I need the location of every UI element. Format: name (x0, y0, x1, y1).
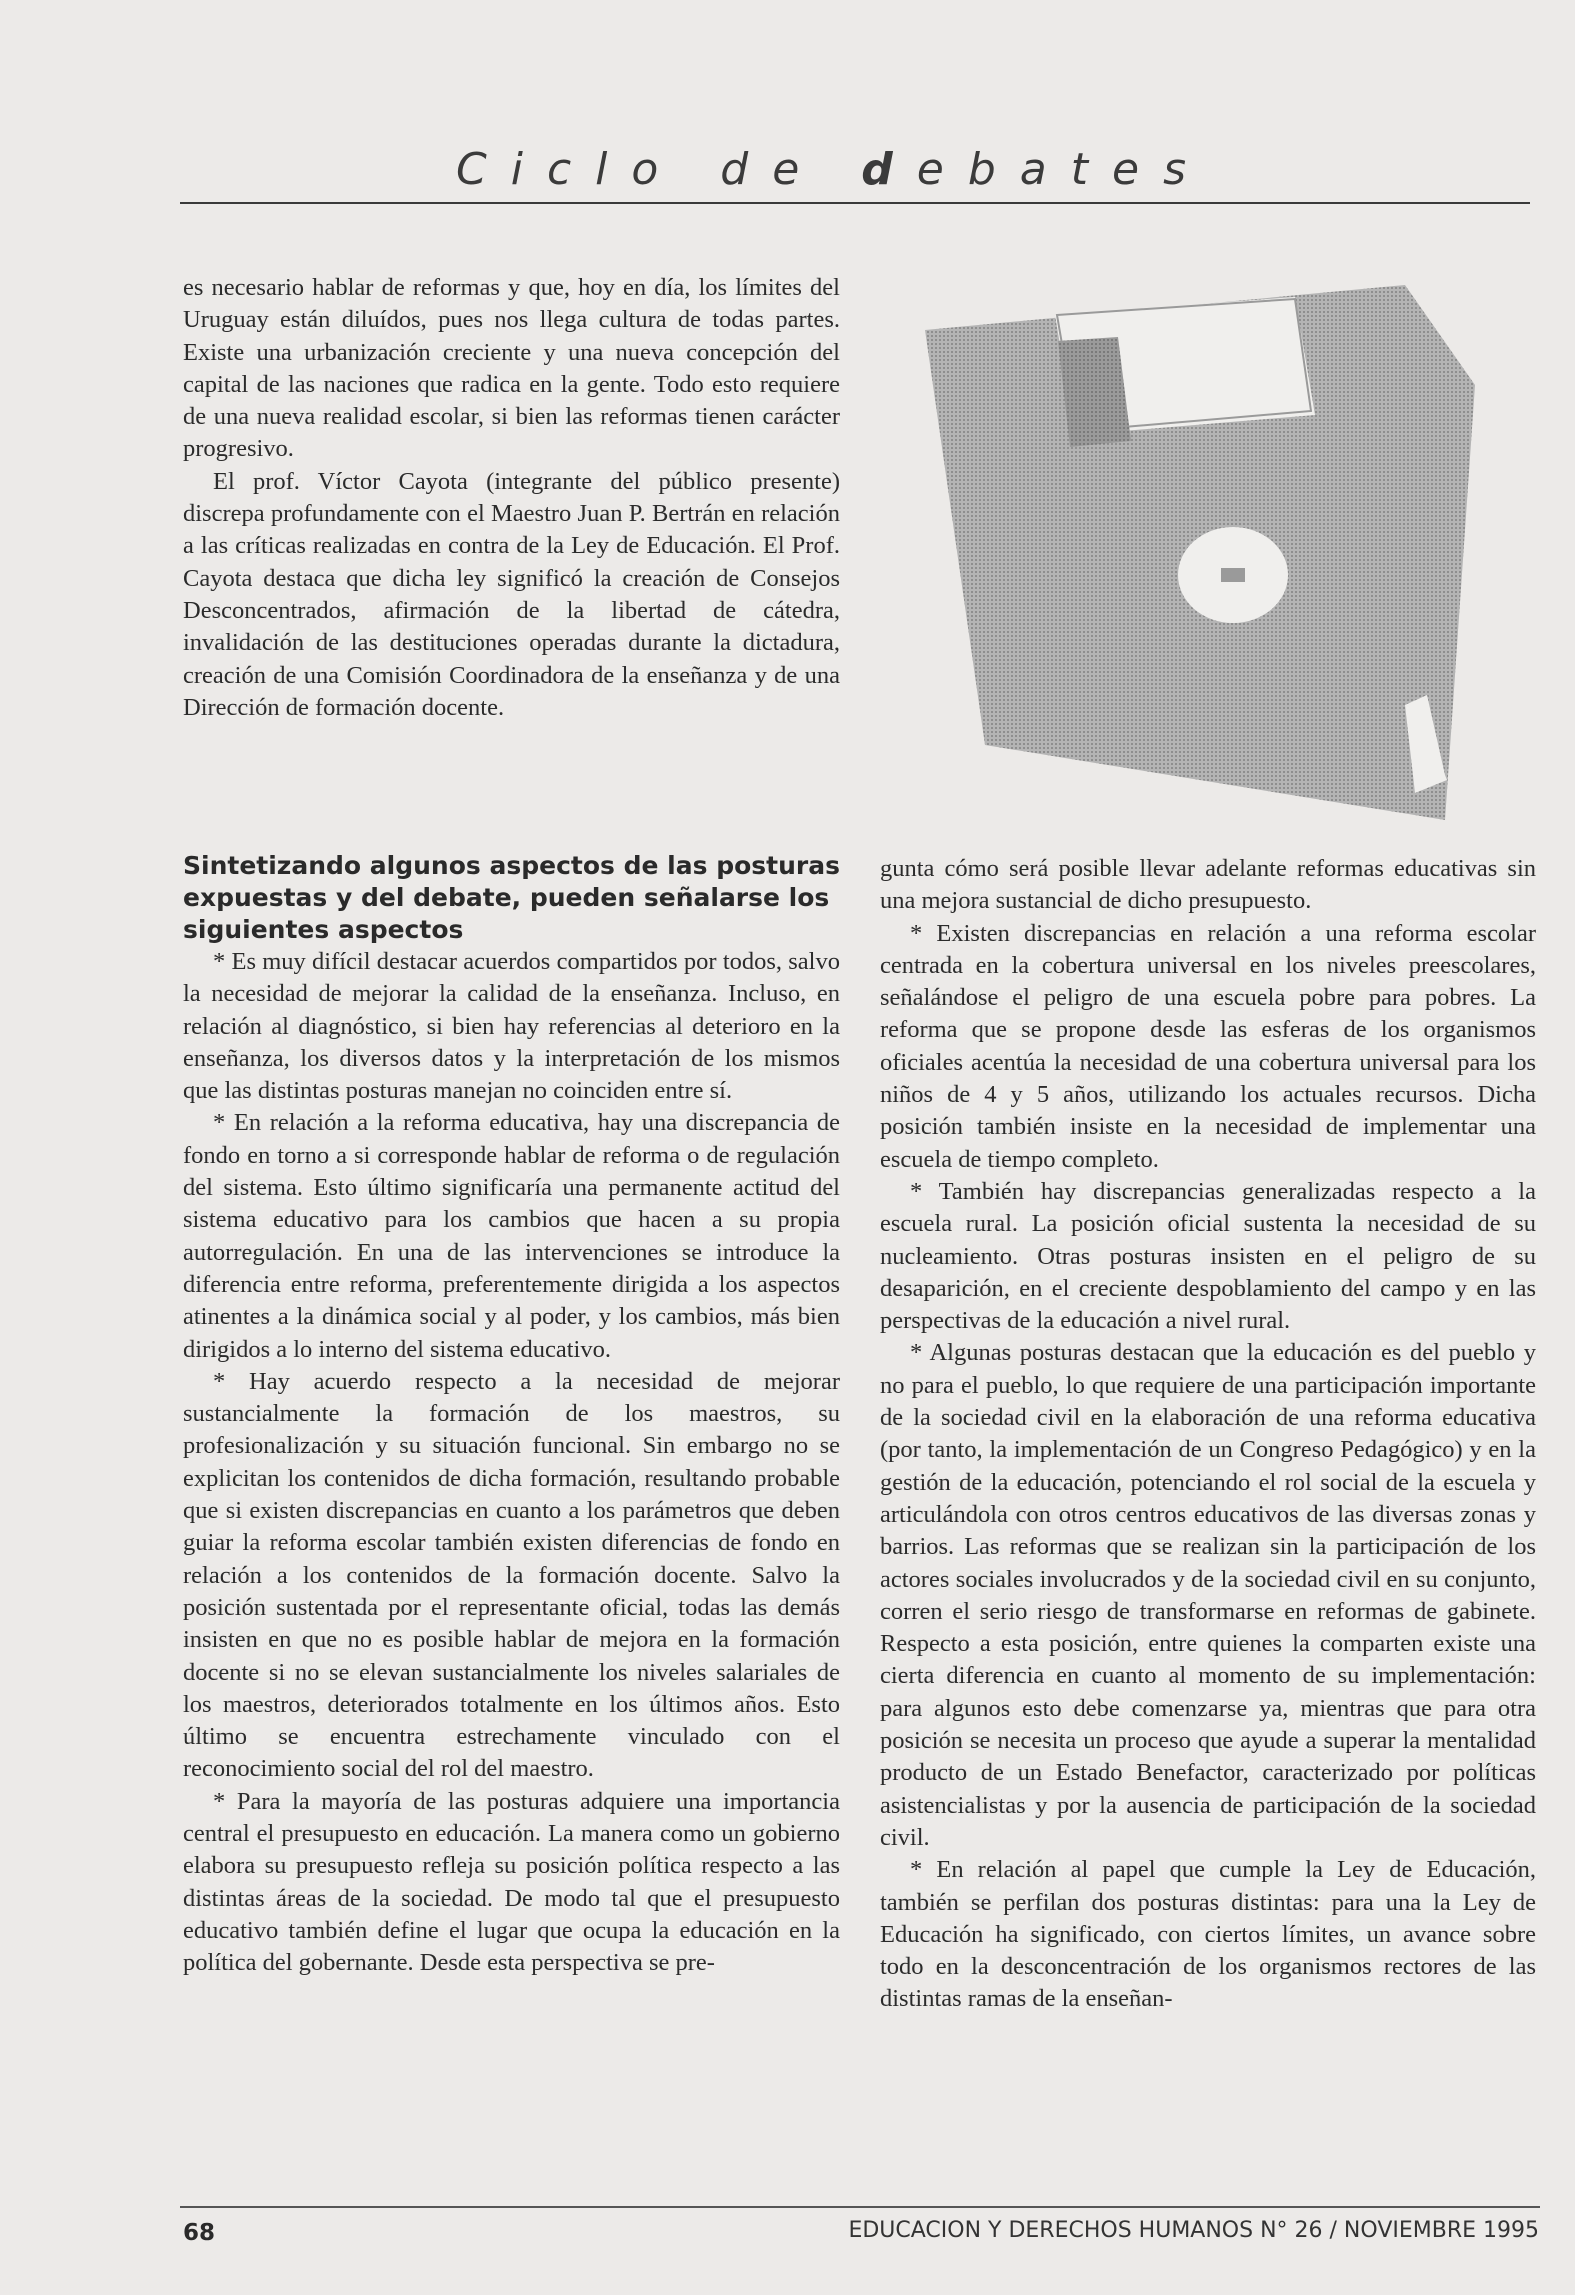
paragraph: * En relación al papel que cumple la Ley de Educación, también se perfilan dos posturas distintas: para una la Ley de Educación ha significado, con ciertos límites, un avance sobre todo en la desconcentración de los organismos rectores de las distintas ramas de la enseñan- (880, 1856, 1536, 2013)
paragraph: * Es muy difícil destacar acuerdos compartidos por todos, salvo la necesidad de mejorar la calidad de la enseñanza. Incluso, en relación al diagnóstico, si bien hay referencias al deterioro en la enseñanza, los diversos datos y la interpretación de los mismos que las distintas posturas manejan no coinciden entre sí. (183, 948, 840, 1105)
floppy-disk-icon (915, 275, 1475, 835)
left-column-bottom (183, 946, 840, 1980)
right-column (880, 853, 1536, 2016)
floppy-disk-illustration (915, 275, 1475, 835)
page-number: 68 (183, 2220, 216, 2246)
section-header (180, 140, 1530, 204)
section-title-mid: iclo de (510, 144, 862, 195)
paragraph: * Algunas posturas destacan que la educación es del pueblo y no para el pueblo, lo que requiere de una participación importante de la sociedad civil en la elaboración de una reforma educativa (por tanto, la implementación de un Congreso Pedagógico) y en la gestión de la educación, potenciando el rol social de la escuela y articulándola con otros centros educativos de las diversas zonas y barrios. Las reformas que se realizan sin la participación de los actores sociales involucrados y de la sociedad civil en su conjunto, corren el serio riesgo de transformarse en reformas de gabinete. Respecto a esta posición, entre quienes la comparten existe una cierta diferencia en cuanto al momento de su implementación: para algunos esto debe comenzarse ya, mientras que para otra posición se necesita un proceso que ayude a superar la mentalidad producto de un Estado Benefactor, caracterizado por políticas asistencialistas y por la ausencia de participación de la sociedad civil. (880, 1339, 1536, 1851)
section-title (456, 144, 1210, 195)
paragraph: * También hay discrepancias generalizadas respecto a la escuela rural. La posición oficial sustenta la necesidad de su nucleamiento. Otras posturas insisten en el peligro de su desaparición, en el creciente despoblamiento del campo y en las perspectivas de la educación a nivel rural. (880, 1177, 1536, 1335)
journal-citation: EDUCACION Y DERECHOS HUMANOS N° 26 / NOVIEMBRE 1995 (848, 2218, 1539, 2243)
paragraph: * Existen discrepancias en relación a una reforma escolar centrada en la cobertura universal en los niveles preescolares, señalándose el peligro de una escuela pobre para pobres. La reforma que se propone desde las esferas de los organismos oficiales acentúa la necesidad de una cobertura universal para los niños de 4 y 5 años, utilizando los actuales recursos. Dicha posición también insiste en la necesidad de implementar una escuela de tiempo completo. (880, 919, 1536, 1173)
paragraph: * En relación a la reforma educativa, hay una discrepancia de fondo en torno a si corresponde hablar de reforma o de regulación del sistema. Esto último significaría una permanente actitud del sistema educativo para los cambios que hacen a su propia autorregulación. En una de las intervenciones se introduce la diferencia entre reforma, preferentemente dirigida a los aspectos atinentes a la dinámica social y al poder, y los cambios, más bien dirigidos a lo interno del sistema educativo. (183, 1109, 840, 1363)
paragraph: * Hay acuerdo respecto a la necesidad de mejorar sustancialmente la formación de los maestros, su profesionalización y su situación funcional. Sin embargo no se explicitan los contenidos de dicha formación, resultando probable que si existen discrepancias en cuanto a los parámetros que deben guiar la reforma escolar también existen diferencias de fondo en relación a los contenidos de la formación docente. Salvo la posición sustentada por el representante oficial, todas las demás insisten en que no es posible hablar de mejora en la formación docente si no se elevan sustancialmente los niveles salariales de los maestros, deteriorados totalmente en los últimos años. Esto último se encuentra estrechamente vinculado con el reconocimiento social del rol del maestro. (183, 1367, 840, 1783)
paragraph: gunta cómo será posible llevar adelante reformas educativas sin una mejora sustancial de dicho presupuesto. (880, 855, 1536, 915)
footer-divider (180, 2206, 1540, 2208)
section-title-bold: d (861, 144, 917, 195)
paragraph: El prof. Víctor Cayota (integrante del público presente) discrepa profundamente con el Maestro Juan P. Bertrán en relación a las críticas realizadas en contra de la Ley de Educación. El Prof. Cayota destaca que dicha ley significó la creación de Consejos Desconcentrados, afirmación de la libertad de cátedra, invalidación de las destituciones operadas durante la dictadura, creación de una Comisión Coordinadora de la enseñanza y de una Dirección de formación docente. (183, 467, 840, 721)
section-title-first: C (456, 144, 511, 195)
paragraph: * Para la mayoría de las posturas adquiere una importancia central el presupuesto en educación. La manera como un gobierno elabora su presupuesto refleja su posición política respecto a las distintas áreas de la sociedad. De modo tal que el presupuesto educativo también define el lugar que ocupa la educación en la política del gobernante. Desde esta perspectiva se pre- (183, 1787, 840, 1977)
section-subheading: Sintetizando algunos aspectos de las posturas expuestas y del debate, pueden señalarse los siguientes aspectos (183, 851, 840, 944)
paragraph: es necesario hablar de reformas y que, hoy en día, los límites del Uruguay están diluídos, pues nos llega cultura de todas partes. Existe una urbanización creciente y una nueva concepción del capital de las naciones que radica en la gente. Todo esto requiere de una nueva realidad escolar, si bien las reformas tienen carácter progresivo. (183, 274, 840, 463)
left-column-top (183, 272, 840, 724)
section-title-end: ebates (916, 144, 1210, 195)
